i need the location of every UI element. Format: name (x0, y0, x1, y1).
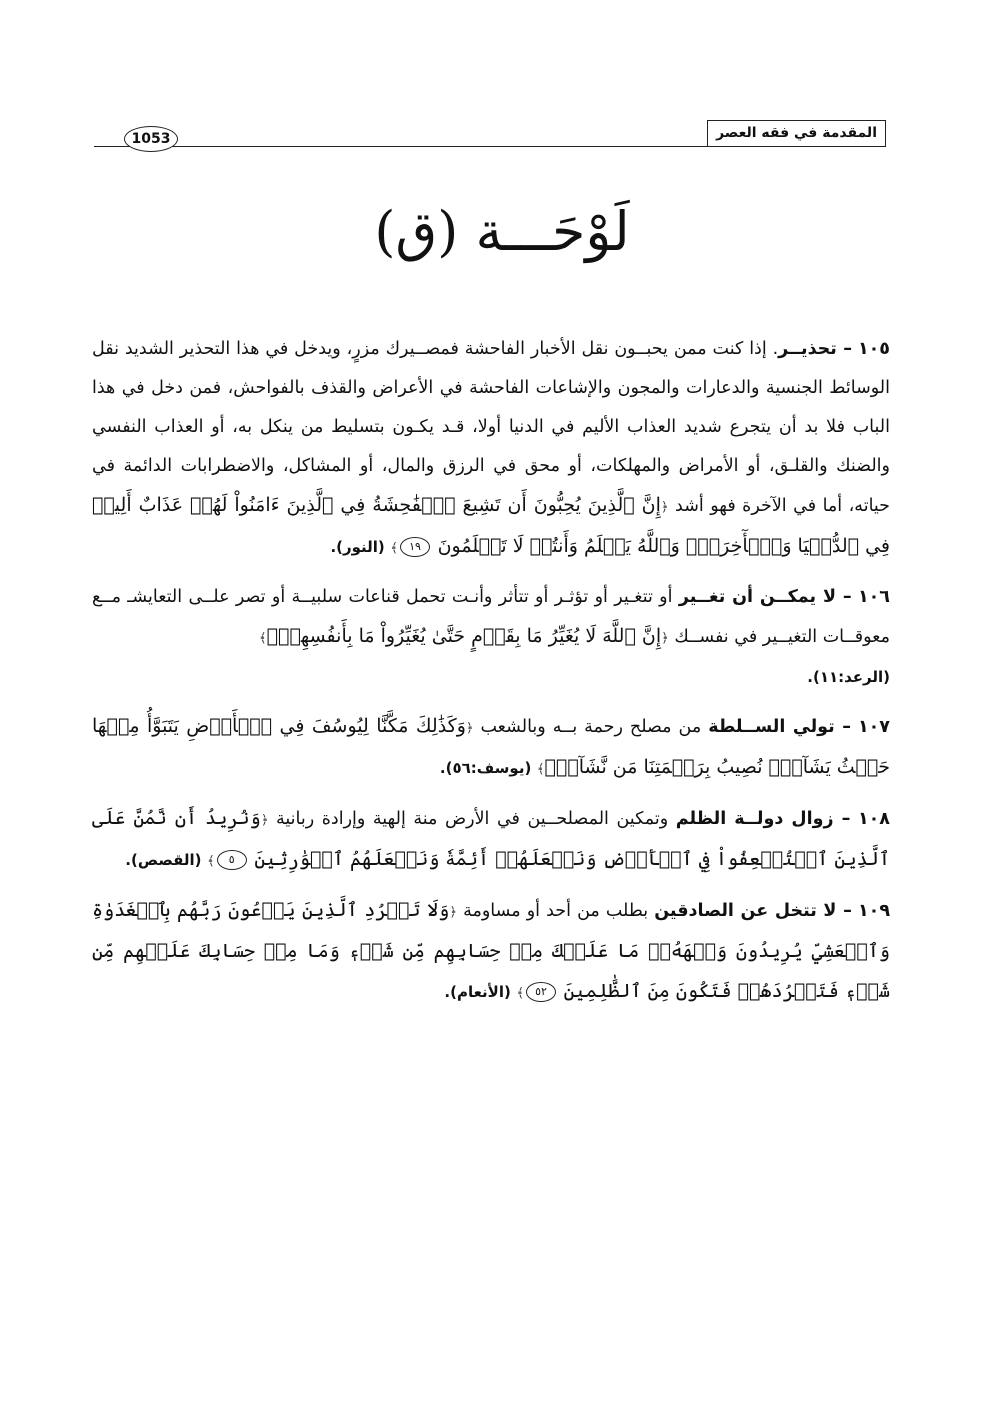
item-number: ١٠٥ (857, 339, 890, 359)
surah-reference: (القصص). (125, 851, 202, 869)
item-heading: لا يمكــن أن تغــير (678, 587, 836, 607)
verse-ornament-icon: ﴿ (661, 631, 669, 646)
item-text: بطلب من أحد أو مساومة (463, 901, 649, 921)
quran-verse: إِنَّ ٱلَّذِينَ يُحِبُّونَ أَن تَشِيعَ ٱلۡفَٰحِشَةُ فِي ٱلَّذِينَ ءَامَنُواْ لَهُمۡ عَذَابٌ أَلِيمٞ فِي ٱلدُّنۡيَا وَٱلۡأٓخِرَةِۚ وَٱللَّهُ يَعۡلَمُ وَأَنتُمۡ لَا تَعۡلَمُونَ (92, 494, 890, 557)
quran-verse: إِنَّ ٱللَّهَ لَا يُغَيِّرُ مَا بِقَوۡمٍ حَتَّىٰ يُغَيِّرُواْ مَا بِأَنفُسِهِمۡۗ (266, 625, 662, 647)
paragraph-106: ١٠٦ – لا يمكــن أن تغــير أو تتغـير أو تؤثـر أو تتأثر وأنـت تحمل قناعات سلبيــة أو تصر علــى التعايشـ مــع معوقــات التغيــير في نفســك ﴿إِنَّ ٱللَّهَ لَا يُغَيِّرُ مَا بِقَوۡمٍ حَتَّىٰ يُغَيِّرُواْ مَا بِأَنفُسِهِمۡۗ﴾ (الرعد:١١). (92, 587, 890, 686)
surah-reference: (الرعد:١١). (807, 668, 890, 686)
surah-reference: (النور). (330, 538, 385, 556)
verse-ornament-icon: ﴿ (660, 500, 669, 515)
item-heading: تحذيــر (778, 339, 837, 359)
quran-verse: وَنُرِيدُ أَن نَّمُنَّ عَلَى ٱلَّذِينَ ٱسۡتُضۡعِفُواْ فِي ٱلۡأَرۡضِ وَنَجۡعَلَهُمۡ أَئِمَّةٗ وَنَجۡعَلَهُمُ ٱلۡوَٰرِثِينَ (92, 807, 890, 870)
item-text: من مصلح رحمة بــه وبالشعب (480, 717, 702, 737)
item-number: ١٠٨ (857, 809, 890, 829)
item-text: وتمكين المصلحــين في الأرض منة إلهية وإرادة ربانية (276, 809, 669, 829)
quran-verse: وَلَا تَطۡرُدِ ٱلَّذِينَ يَدۡعُونَ رَبَّهُم بِٱلۡغَدَوٰةِ وَٱلۡعَشِيِّ يُرِيدُونَ وَجۡهَهُۥۖ مَا عَلَيۡكَ مِنۡ حِسَابِهِم مِّن شَيۡءٖ وَمَا مِنۡ حِسَابِكَ عَلَيۡهِم مِّن شَيۡءٖ فَتَطۡرُدَهُمۡ فَتَكُونَ مِنَ ٱلظَّٰلِمِينَ (92, 899, 890, 1002)
paragraph-105: ١٠٥ – تحذيــر. إذا كنت ممن يحبــون نقل الأخبار الفاحشة فمصــيرك مزرٍ، ويدخل في هذا التحذير الشديد نقل الوسائط الجنسية والدعارات والمجون والإشاعات الفاحشة في الأعراض والقذف بالفواحش، فمن دخل في هذا الباب فلا بد أن يتجرع شديد العذاب الأليم في الدنيا أولا، قـد يكـون بتسليط من ينكل به، أو العذاب النفسي والضنك والقلـق، أو الأمراض والمهلكات، أو محق في الرزق والمال، أو المشاكل، والاضطرابات الدائمة في حياته، أما في الآخرة فهو أشد ﴿إِنَّ ٱلَّذِينَ يُحِبُّونَ أَن تَشِيعَ ٱلۡفَٰحِشَةُ فِي ٱلَّذِينَ ءَامَنُواْ لَهُمۡ عَذَابٌ أَلِيمٞ فِي ٱلدُّنۡيَا وَٱلۡأٓخِرَةِۚ وَٱللَّهُ يَعۡلَمُ وَأَنتُمۡ لَا تَعۡلَمُونَ ١٩﴾ (النور). (92, 339, 890, 557)
ayah-number: ٥٢ (526, 982, 556, 1002)
item-number: ١٠٦ (857, 587, 890, 607)
verse-ornament-icon: ﴾ (516, 986, 525, 1001)
item-number: ١٠٩ (857, 901, 891, 921)
item-number: ١٠٧ (857, 717, 890, 737)
ayah-number: ١٩ (400, 537, 430, 557)
verse-ornament-icon: ﴿ (449, 905, 457, 920)
item-text: . إذا كنت ممن يحبــون نقل الأخبار الفاحشة فمصــيرك مزرٍ، ويدخل في هذا التحذير الشديد نقل الوسائط الجنسية والدعارات والمجون والإشاعات الفاحشة في الأعراض والقذف بالفواحش، فمن دخل في هذا الباب فلا بد أن يتجرع شديد العذاب الأليم في الدنيا أولا، قـد يكـون بتسليط من ينكل به، أو العذاب النفسي والضنك والقلـق، أو الأمراض والمهلكات، أو محق في الرزق والمال، أو المشاكل، والاضطرابات الدائمة في حياته، أما في الآخرة فهو أشد (92, 339, 890, 516)
surah-reference: (الأنعام). (444, 983, 511, 1001)
surah-reference: (يوسف:٥٦). (439, 759, 532, 777)
header-rule (94, 146, 886, 147)
ayah-number: ٥ (217, 850, 247, 870)
paragraph-107: ١٠٧ – تولي الســلطة من مصلح رحمة بــه وبالشعب ﴿وَكَذَٰلِكَ مَكَّنَّا لِيُوسُفَ فِي ٱلۡأَرۡضِ يَتَبَوَّأُ مِنۡهَا حَيۡثُ يَشَآءُۚ نُصِيبُ بِرَحۡمَتِنَا مَن نَّشَآءُۖ﴾ (يوسف:٥٦). (92, 715, 890, 778)
page-number: 1053 (124, 126, 178, 152)
item-heading: لا تتخل عن الصادقين (654, 901, 837, 921)
verse-ornament-icon: ﴾ (207, 854, 215, 869)
verse-ornament-icon: ﴾ (390, 541, 398, 556)
verse-ornament-icon: ﴿ (465, 721, 474, 736)
book-title: المقدمة في فقه العصر (707, 120, 886, 146)
body-text (92, 330, 890, 1023)
section-title: لَوْحَـــة (ق) (374, 200, 630, 263)
verse-ornament-icon: ﴿ (260, 813, 269, 828)
verse-ornament-icon: ﴾ (259, 631, 267, 646)
page-header (94, 120, 886, 148)
item-heading: تولي الســلطة (708, 717, 835, 737)
paragraph-108: ١٠٨ – زوال دولــة الظلم وتمكين المصلحــين في الأرض منة إلهية وإرادة ربانية ﴿وَنُرِيدُ أَن نَّمُنَّ عَلَى ٱلَّذِينَ ٱسۡتُضۡعِفُواْ فِي ٱلۡأَرۡضِ وَنَجۡعَلَهُمۡ أَئِمَّةٗ وَنَجۡعَلَهُمُ ٱلۡوَٰرِثِينَ ٥﴾ (القصص). (92, 807, 890, 870)
quran-verse: وَكَذَٰلِكَ مَكَّنَّا لِيُوسُفَ فِي ٱلۡأَرۡضِ يَتَبَوَّأُ مِنۡهَا حَيۡثُ يَشَآءُۚ نُصِيبُ بِرَحۡمَتِنَا مَن نَّشَآءُۖ (92, 715, 890, 778)
item-heading: زوال دولــة الظلم (675, 809, 834, 829)
paragraph-109: ١٠٩ – لا تتخل عن الصادقين بطلب من أحد أو مساومة ﴿وَلَا تَطۡرُدِ ٱلَّذِينَ يَدۡعُونَ رَبَّهُم بِٱلۡغَدَوٰةِ وَٱلۡعَشِيِّ يُرِيدُونَ وَجۡهَهُۥۖ مَا عَلَيۡكَ مِنۡ حِسَابِهِم مِّن شَيۡءٖ وَمَا مِنۡ حِسَابِكَ عَلَيۡهِم مِّن شَيۡءٖ فَتَطۡرُدَهُمۡ فَتَكُونَ مِنَ ٱلظَّٰلِمِينَ ٥٢﴾ (الأنعام). (92, 899, 891, 1002)
verse-ornament-icon: ﴾ (536, 762, 545, 777)
item-text: أو تتغـير أو تؤثـر أو تتأثر وأنـت تحمل قناعات سلبيــة أو تصر علــى التعايشـ مــع معوقــات التغيــير في نفســك (92, 587, 890, 647)
